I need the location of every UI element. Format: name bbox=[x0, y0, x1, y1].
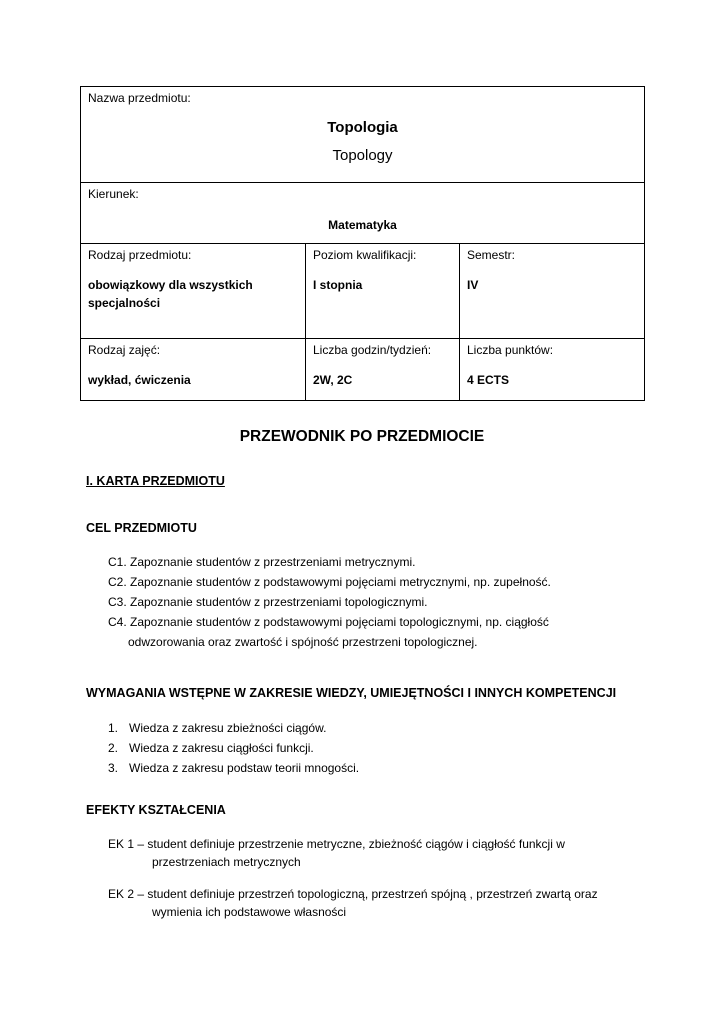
hours-cell bbox=[306, 339, 460, 401]
page-title: PRZEWODNIK PO PRZEDMIOCIE bbox=[239, 428, 485, 445]
outcome-item: EK 1 – student definiuje przestrzenie metryczne, zbieżność ciągów i ciągłość funkcji w przestrzeniach metrycznych bbox=[108, 837, 565, 869]
section-goal-heading: CEL PRZEDMIOTU bbox=[86, 521, 197, 535]
requirement-item: 3. Wiedza z zakresu podstaw teorii mnogości. bbox=[108, 761, 360, 775]
direction-cell bbox=[81, 183, 645, 244]
direction-label: Kierunek: bbox=[88, 187, 139, 201]
section-outcomes-heading: EFEKTY KSZTAŁCENIA bbox=[86, 803, 226, 817]
goal-item: C2. Zapoznanie studentów z podstawowymi pojęciami metrycznymi, np. zupełność. bbox=[108, 575, 551, 589]
outcome-item: EK 2 – student definiuje przestrzeń topologiczną, przestrzeń spójną , przestrzeń zwartą oraz wymienia ich podstawowe własności bbox=[108, 887, 598, 919]
subject-type-value: obowiązkowy dla wszystkich specjalności bbox=[88, 278, 253, 310]
semester-value: IV bbox=[467, 278, 479, 292]
level-label: Poziom kwalifikacji: bbox=[313, 248, 417, 262]
subject-type-label: Rodzaj przedmiotu: bbox=[88, 248, 192, 262]
section-requirements-heading: WYMAGANIA WSTĘPNE W ZAKRESIE WIEDZY, UMIEJĘTNOŚCI I INNYCH KOMPETENCJI bbox=[86, 686, 617, 700]
requirement-item: 1. Wiedza z zakresu zbieżności ciągów. bbox=[108, 721, 327, 735]
classes-cell bbox=[81, 339, 306, 401]
points-cell bbox=[460, 339, 645, 401]
requirements-list bbox=[108, 719, 628, 779]
goal-item: C3. Zapoznanie studentów z przestrzeniami topologicznymi. bbox=[108, 595, 428, 609]
points-label: Liczba punktów: bbox=[467, 343, 554, 357]
subject-name-pl: Topologia bbox=[327, 119, 398, 136]
subject-name-en: Topology bbox=[332, 147, 393, 164]
requirement-item: 2. Wiedza z zakresu ciągłości funkcji. bbox=[108, 741, 314, 755]
semester-cell bbox=[460, 244, 645, 339]
goals-list bbox=[108, 553, 628, 653]
subject-type-cell bbox=[81, 244, 306, 339]
level-value: I stopnia bbox=[313, 278, 363, 292]
points-value: 4 ECTS bbox=[467, 373, 510, 387]
level-cell bbox=[306, 244, 460, 339]
direction-value: Matematyka bbox=[328, 218, 397, 232]
subject-name-cell bbox=[81, 87, 645, 183]
classes-value: wykład, ćwiczenia bbox=[88, 373, 191, 387]
hours-label: Liczba godzin/tydzień: bbox=[313, 343, 432, 357]
subject-name-label: Nazwa przedmiotu: bbox=[88, 91, 191, 105]
hours-value: 2W, 2C bbox=[313, 373, 353, 387]
classes-label: Rodzaj zajęć: bbox=[88, 343, 161, 357]
goal-item: C1. Zapoznanie studentów z przestrzeniami metrycznymi. bbox=[108, 555, 416, 569]
course-info-table bbox=[80, 86, 645, 401]
semester-label: Semestr: bbox=[467, 248, 516, 262]
section-card-heading: I. KARTA PRZEDMIOTU bbox=[86, 474, 225, 488]
goal-item: C4. Zapoznanie studentów z podstawowymi pojęciami topologicznymi, np. ciągłość odwzorowania oraz zwartość i spójność przestrzeni topologicznej. bbox=[108, 615, 549, 649]
